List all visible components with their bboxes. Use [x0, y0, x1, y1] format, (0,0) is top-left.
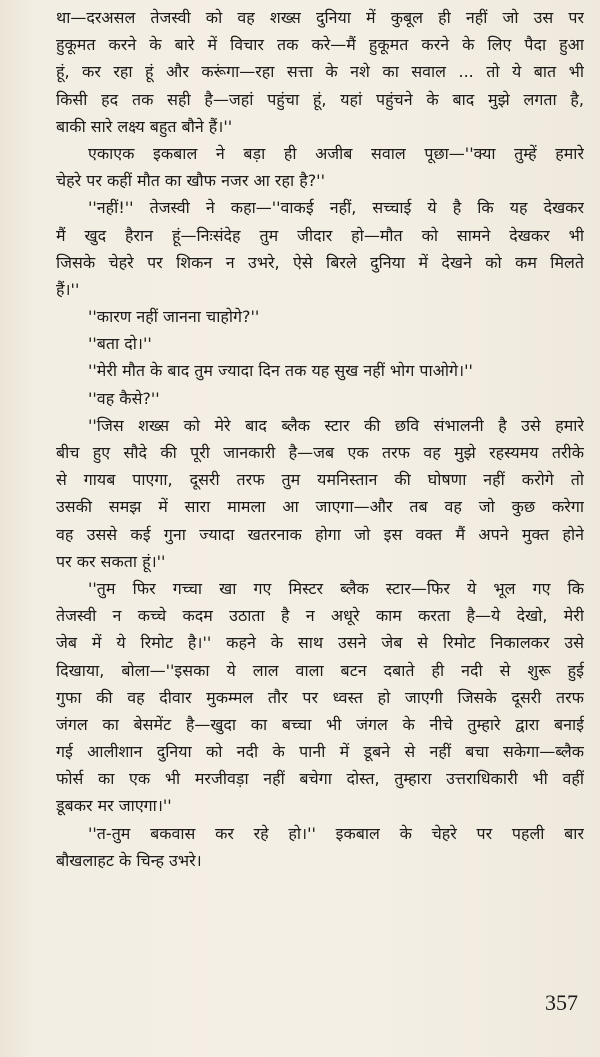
text-line: हुकूमत करने के बारे में विचार तक करे—मैं हुकूमत करने के लिए पैदा हुआ	[56, 35, 584, 55]
text-line: ''कारण नहीं जानना चाहोगे?''	[88, 307, 260, 327]
text-line: उसकी समझ में सारा मामला आ जाएगा—और तब वह जो कुछ करेगा	[56, 497, 584, 517]
text-line: चेहरे पर कहीं मौत का खौफ नजर आ रहा है?''	[56, 171, 325, 191]
text-line: मैं खुद हैरान हूं—निःसंदेह तुम जीदार हो—मौत को सामने देखकर भी	[56, 225, 584, 245]
text-line: से गायब पाएगा, दूसरी तरफ तुम यमनिस्तान की घोषणा नहीं करोगे तो	[56, 470, 584, 490]
text-line: एकाएक इकबाल ने बड़ा ही अजीब सवाल पूछा—''क्या तुम्हें हमारे	[88, 143, 584, 163]
text-line: था—दरअसल तेजस्वी को वह शख्स दुनिया में कुबूल ही नहीं जो उस पर	[56, 8, 584, 27]
text-line: जिसके चेहरे पर शिकन न उभरे, ऐसे बिरले दुनिया में देखने को कम मिलते	[56, 252, 584, 272]
text-line: ''बता दो।''	[88, 334, 152, 354]
text-line: किसी हद तक सही है—जहां पहुंचा हूं, यहां पहुंचने के बाद मुझे लगता है,	[56, 89, 584, 109]
text-line: गुफा की वह दीवार मुकम्मल तौर पर ध्वस्त हो जाएगी जिसके दूसरी तरफ	[56, 687, 584, 707]
text-line: डूबकर मर जाएगा।''	[56, 796, 172, 816]
text-line: गई आलीशान दुनिया को नदी के पानी में डूबने से नहीं बचा सकेगा—ब्लैक	[56, 742, 584, 762]
text-line: जेब में ये रिमोट है।'' कहने के साथ उसने जेब से रिमोट निकालकर उसे	[56, 633, 584, 653]
text-line: हैं।''	[56, 279, 80, 299]
text-line: बौखलाहट के चिन्ह उभरे।	[56, 850, 202, 870]
text-line: वह उससे कई गुना ज्यादा खतरनाक होगा जो इस वक्त मैं अपने मुक्त होने	[56, 524, 584, 544]
text-line: ''मेरी मौत के बाद तुम ज्यादा दिन तक यह सुख नहीं भोग पाओगे।''	[88, 361, 473, 381]
page-number: 357	[545, 990, 578, 1015]
text-line: फोर्स का एक भी मरजीवड़ा नहीं बचेगा दोस्त, तुम्हारा उत्तराधिकारी भी वहीं	[56, 769, 584, 789]
text-line: बीच हुए सौदे की पूरी जानकारी है—जब एक तरफ वह मुझे रहस्यमय तरीके	[56, 443, 584, 462]
text-line: बाकी सारे लक्ष्य बहुत बौने हैं।''	[56, 116, 233, 136]
text-line: तेजस्वी न कच्चे कदम उठाता है न अधूरे काम करता है—ये देखो, मेरी	[56, 606, 584, 626]
text-line: दिखाया, बोला—''इसका ये लाल वाला बटन दबाते ही नदी से शुरू हुई	[56, 660, 584, 680]
text-line: जंगल का बेसमेंट है—खुदा का बच्चा भी जंगल के नीचे तुम्हारे द्वारा बनाई	[56, 714, 584, 734]
text-line: हूं, कर रहा हूं और करूंगा—रहा सत्ता के नशे का सवाल ... तो ये बात भी	[56, 62, 584, 82]
page-text-body	[56, 4, 584, 874]
text-line: ''वह कैसे?''	[88, 388, 160, 408]
text-line: ''जिस शख्स को मेरे बाद ब्लैक स्टार की छवि संभालनी है उसे हमारे	[88, 415, 584, 435]
text-line: ''त-तुम बकवास कर रहे हो।'' इकबाल के चेहरे पर पहली बार	[88, 823, 584, 843]
text-line: ''तुम फिर गच्चा खा गए मिस्टर ब्लैक स्टार—फिर ये भूल गए कि	[88, 578, 584, 598]
text-line: पर कर सकता हूं।''	[56, 551, 166, 571]
text-line: ''नहीं!'' तेजस्वी ने कहा—''वाकई नहीं, सच्चाई ये है कि यह देखकर	[88, 198, 584, 218]
